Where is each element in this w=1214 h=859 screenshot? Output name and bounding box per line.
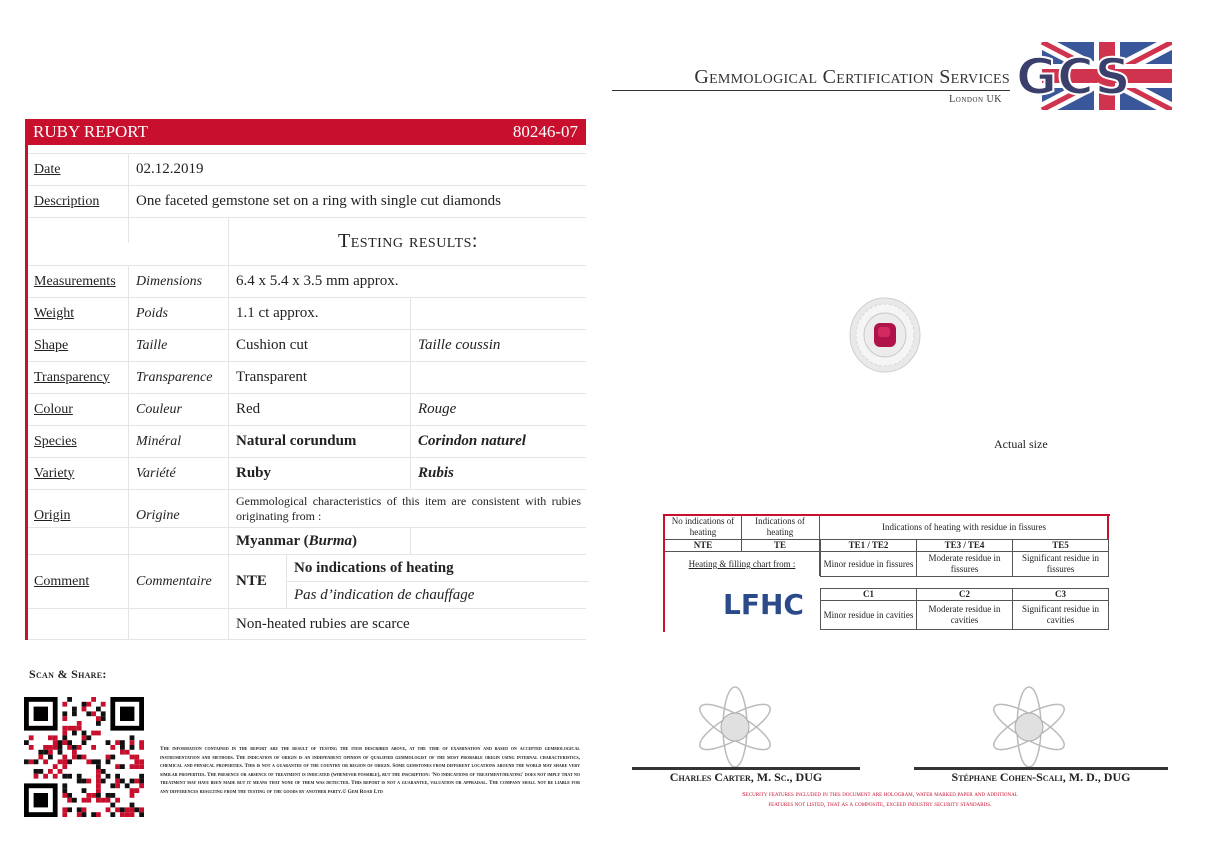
ruby-report	[25, 119, 586, 640]
row-value-fr	[418, 362, 588, 393]
cavity-codes-cell: C1	[821, 589, 917, 601]
fissure-codes-cell: TE3 / TE4	[917, 540, 1013, 552]
result-row	[28, 298, 586, 330]
row-label-fr: Variété	[136, 465, 176, 481]
row-value-fr: Rubis	[418, 465, 454, 481]
legal-disclaimer: The information contained in the report are the result of testing the item described above, at the time of examination and based on accepted gemmological instrumentation and methods. The indication of origin is an independent opinion of qualified gemmologist of the most probable origin using internal characteristics, chemical and physical properties. This is not a guarantee of the country or region of origin. Some gemstones from different locations around the world may share very similar properties. The presence or absence of treatment is indicated (whenever possible), but the inscription: 'No indications of treatment/heating' does not imply that no treatment may have been made but it means that none of them was detected. This report is not a guarantee, valuation or appraisal. The company shall not be liable for any differences resulting from the testing of the goods by another party.© Gem Road Ltd	[160, 746, 580, 795]
origin-value	[236, 528, 416, 554]
brand-subtitle: London UK	[949, 94, 1002, 105]
report-number: 80246-07	[512, 122, 578, 141]
row-label: Transparency	[34, 369, 110, 385]
heating-chart	[663, 514, 1110, 632]
brand-title: Gemmological Certification Services	[694, 66, 1010, 88]
brand-divider	[612, 90, 1010, 91]
qr-code[interactable]	[24, 697, 144, 817]
date-label: Date	[34, 161, 61, 177]
row-value: Cushion cut	[236, 337, 309, 353]
report-title: RUBY REPORT	[33, 122, 149, 141]
ring-photo	[848, 296, 922, 374]
result-row	[28, 330, 586, 362]
lab-logo-text: LFHC	[723, 588, 804, 621]
fissure-desc-cell: Minor residue in fissures	[821, 552, 917, 577]
description-label: Description	[34, 193, 100, 209]
description-value: One faceted gemstone set on a ring with single cut diamonds	[136, 193, 501, 209]
result-row	[28, 394, 586, 426]
fissure-codes-cell: TE5	[1013, 540, 1109, 552]
heating-head: Indications of heating	[755, 516, 805, 537]
row-value: 1.1 ct approx.	[236, 305, 319, 321]
origin-note: Gemmological characteristics of this item are consistent with rubies originating from :	[236, 493, 581, 523]
security-note: Security features included in this document are hologram, water marked paper and additional features not listed, that as a composite, exceed industry security standards.	[742, 791, 1018, 808]
origin-close: )	[352, 532, 357, 549]
results-rows	[28, 266, 586, 490]
gcs-logo	[1012, 42, 1172, 110]
row-value-fr	[418, 266, 588, 297]
row-label-fr: Poids	[136, 305, 168, 321]
comment-value-fr: Pas d’indication de chauffage	[294, 586, 475, 603]
cavity-desc-cell: Significant residue in cavities	[1013, 601, 1109, 630]
row-label-fr: Minéral	[136, 433, 182, 449]
row-value: Natural corundum	[236, 433, 357, 449]
fissure-table	[820, 539, 1109, 577]
row-label: Weight	[34, 305, 75, 321]
row-label-fr: Taille	[136, 337, 168, 353]
comment-value: No indications of heating	[294, 559, 454, 576]
origin-country-alt: Burma	[308, 532, 352, 549]
row-label-fr: Transparence	[136, 369, 213, 385]
signatory-right: Stéphane Cohen-Scali, M. D., DUG	[951, 770, 1131, 784]
cavity-desc-cell: Minor residue in cavities	[821, 601, 917, 630]
row-label: Species	[34, 433, 77, 449]
row-value-fr: Corindon naturel	[418, 433, 526, 449]
fissure-desc-cell: Moderate residue in fissures	[917, 552, 1013, 577]
no-heating-code: NTE	[693, 540, 713, 550]
testing-heading: Testing results:	[338, 230, 478, 252]
cavity-codes-cell: C3	[1013, 589, 1109, 601]
date-value: 02.12.2019	[136, 161, 204, 177]
row-label: Shape	[34, 337, 69, 353]
row-label: Variety	[34, 465, 75, 481]
report-body	[25, 145, 586, 640]
scan-share-label: Scan & Share:	[29, 667, 107, 681]
row-value-fr: Rouge	[418, 401, 457, 417]
fissure-codes-cell: TE1 / TE2	[821, 540, 917, 552]
row-value-fr: Taille coussin	[418, 337, 501, 353]
origin-label: Origin	[34, 508, 71, 523]
row-label: Colour	[34, 401, 73, 417]
heating-code: TE	[773, 540, 786, 550]
fissure-desc-cell: Significant residue in fissures	[1013, 552, 1109, 577]
row-value: 6.4 x 5.4 x 3.5 mm approx.	[236, 273, 399, 289]
comment-label-fr: Commentaire	[136, 573, 212, 589]
result-row	[28, 458, 586, 490]
chart-source: Heating & filling chart from :	[688, 559, 796, 569]
report-header	[25, 119, 586, 145]
comment-code: NTE	[236, 573, 267, 589]
actual-size-caption: Actual size	[994, 437, 1048, 451]
row-value-fr	[418, 298, 588, 329]
row-value: Transparent	[236, 369, 308, 385]
logo-letters: GCS	[1016, 48, 1131, 106]
cavity-table	[820, 588, 1109, 630]
cavity-desc-cell: Moderate residue in cavities	[917, 601, 1013, 630]
fissures-head: Indications of heating with residue in fissures	[882, 522, 1046, 532]
footer-note: Non-heated rubies are scarce	[236, 615, 410, 632]
comment-label: Comment	[34, 573, 90, 589]
cavity-codes-cell: C2	[917, 589, 1013, 601]
signatory-left: Charles Carter, M. Sc., DUG	[669, 770, 823, 784]
row-label-fr: Couleur	[136, 401, 182, 417]
row-value: Red	[236, 401, 261, 417]
row-value: Ruby	[236, 465, 272, 481]
result-row	[28, 266, 586, 298]
result-row	[28, 362, 586, 394]
no-heating-head: No indications of heating	[671, 516, 735, 537]
origin-country: Myanmar (	[236, 532, 309, 549]
row-label: Measurements	[34, 273, 116, 289]
signature-emblem-right	[986, 682, 1072, 772]
row-label-fr: Dimensions	[136, 273, 203, 289]
origin-label-fr: Origine	[136, 508, 180, 523]
result-row	[28, 426, 586, 458]
lfhc-logo	[721, 584, 804, 624]
signature-emblem-left	[692, 682, 778, 772]
